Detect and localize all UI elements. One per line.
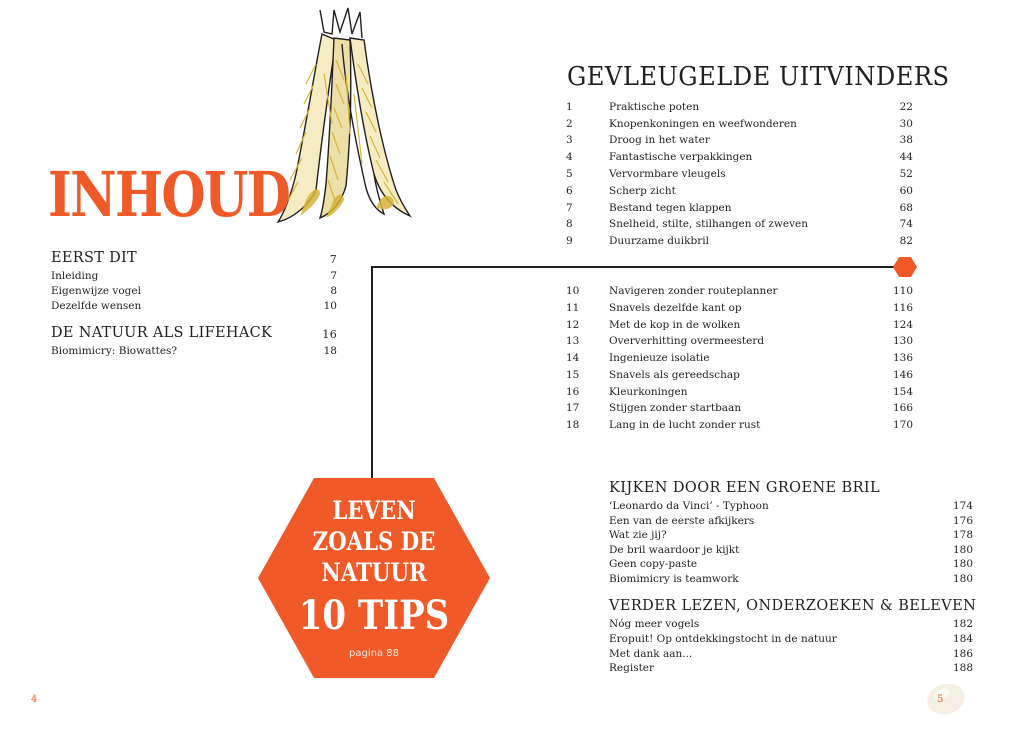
chapter-number: 4 (566, 151, 573, 163)
toc-item-page: 18 (323, 345, 337, 357)
toc-item[interactable] (609, 661, 973, 676)
section-heading-verder-lezen: VERDER LEZEN, ONDERZOEKEN & BELEVEN (609, 598, 977, 614)
toc-item-title: Register (609, 662, 655, 674)
chapter-number: 17 (566, 402, 580, 414)
chapter-title: Navigeren zonder routeplanner (609, 285, 778, 297)
chapter-page: 116 (892, 302, 913, 314)
toc-item-page: 8 (330, 285, 337, 297)
chapter-title: Scherp zicht (609, 185, 676, 197)
tips-line-1: LEVEN (332, 496, 416, 525)
chapter-number: 8 (566, 218, 573, 230)
chapter-title: Ingenieuze isolatie (609, 352, 710, 364)
chapter-row[interactable] (566, 350, 913, 367)
page-number-right: 5 (937, 694, 944, 705)
chapter-row[interactable] (566, 333, 913, 350)
page-title: INHOUD (48, 158, 290, 231)
chapter-group-heading: GEVLEUGELDE UITVINDERS (567, 62, 950, 92)
chapter-page: 170 (892, 419, 913, 431)
chapter-page: 44 (899, 151, 913, 163)
chapter-title: Snelheid, stilte, stilhangen of zweven (609, 218, 809, 230)
toc-item-title: Eigenwijze vogel (51, 285, 141, 297)
toc-item-title: Eropuit! Op ontdekkingstocht in de natuur (609, 633, 837, 645)
chapter-row[interactable] (566, 317, 913, 334)
toc-item[interactable] (51, 344, 337, 358)
toc-item-title: ‘Leonardo da Vinci’ - Typhoon (609, 500, 769, 512)
toc-item-page: 178 (952, 529, 973, 541)
page-number-left: 4 (31, 694, 38, 705)
toc-item-title: De bril waardoor je kijkt (609, 544, 740, 556)
chapter-row[interactable] (566, 233, 913, 250)
toc-item-title: Nóg meer vogels (609, 618, 700, 630)
toc-item[interactable] (51, 269, 337, 283)
toc-item-page: 7 (330, 270, 337, 282)
toc-item-page: 10 (323, 300, 337, 312)
chapter-title: Droog in het water (609, 134, 710, 146)
toc-item-page: 176 (952, 515, 973, 527)
toc-item[interactable] (609, 543, 973, 558)
toc-item-page: 180 (952, 558, 973, 570)
toc-item-page: 184 (952, 633, 973, 645)
connector-line-horizontal (371, 266, 898, 268)
toc-item-page: 182 (952, 618, 973, 630)
toc-item[interactable] (609, 572, 973, 587)
toc-item[interactable] (51, 299, 337, 313)
chapter-row[interactable] (566, 99, 913, 116)
small-hexagon-marker (893, 257, 917, 277)
section-heading-page: 16 (322, 328, 337, 341)
toc-item-title: Geen copy-paste (609, 558, 698, 570)
chapter-title: Knopenkoningen en weefwonderen (609, 118, 797, 130)
chapter-number: 10 (566, 285, 580, 297)
egg-icon (924, 678, 970, 718)
chapter-number: 5 (566, 168, 573, 180)
tips-page-note: pagina 88 (349, 648, 399, 659)
chapter-row[interactable] (566, 283, 913, 300)
toc-item[interactable] (609, 528, 973, 543)
chapter-row[interactable] (566, 367, 913, 384)
section-heading-page: 7 (329, 253, 337, 266)
section-heading-lifehack (51, 325, 337, 341)
chapter-number: 3 (566, 134, 573, 146)
chapter-row[interactable] (566, 116, 913, 133)
chapter-row[interactable] (566, 216, 913, 233)
toc-item-title: Biomimicry is teamwork (609, 573, 739, 585)
chapter-row[interactable] (566, 132, 913, 149)
toc-item-page: 186 (952, 648, 973, 660)
chapter-title: Bestand tegen klappen (609, 202, 732, 214)
section-heading-eerst-dit (51, 250, 337, 266)
tips-big-label: 10 TIPS (298, 592, 450, 639)
section-heading-groene-bril: KIJKEN DOOR EEN GROENE BRIL (609, 480, 881, 496)
chapter-page: 74 (899, 218, 913, 230)
toc-item-page: 188 (952, 662, 973, 674)
chapter-row[interactable] (566, 166, 913, 183)
toc-item[interactable] (609, 617, 973, 632)
chapter-title: Vervormbare vleugels (609, 168, 726, 180)
toc-item-title: Biomimicry: Biowattes? (51, 345, 178, 357)
tips-line-3: NATUUR (321, 558, 427, 587)
tips-line-2: ZOALS DE (312, 527, 436, 556)
connector-line-vertical (371, 266, 373, 480)
toc-item-title: Wat zie jij? (609, 529, 667, 541)
chapter-number: 9 (566, 235, 573, 247)
chapter-number: 6 (566, 185, 573, 197)
chapter-page: 136 (892, 352, 913, 364)
chapter-title: Lang in de lucht zonder rust (609, 419, 761, 431)
chapter-page: 124 (892, 319, 913, 331)
chapter-page: 52 (899, 168, 913, 180)
toc-item[interactable] (609, 499, 973, 514)
toc-item[interactable] (51, 284, 337, 298)
chapter-page: 30 (899, 118, 913, 130)
toc-item[interactable] (609, 514, 973, 529)
chapter-number: 12 (566, 319, 580, 331)
chapter-title: Stijgen zonder startbaan (609, 402, 742, 414)
chapter-number: 14 (566, 352, 580, 364)
chapter-page: 68 (899, 202, 913, 214)
chapter-page: 154 (892, 386, 913, 398)
chapter-page: 22 (899, 101, 913, 113)
toc-item-title: Inleiding (51, 270, 99, 282)
toc-item[interactable] (609, 632, 973, 647)
chapter-page: 110 (892, 285, 913, 297)
chapter-row[interactable] (566, 400, 913, 417)
toc-item-title: Een van de eerste afkijkers (609, 515, 755, 527)
toc-item[interactable] (609, 557, 973, 572)
chapter-number: 13 (566, 335, 580, 347)
toc-item-page: 180 (952, 544, 973, 556)
chapter-row[interactable] (566, 183, 913, 200)
chapter-title: Fantastische verpakkingen (609, 151, 753, 163)
chapter-row[interactable] (566, 300, 913, 317)
chapter-number: 18 (566, 419, 580, 431)
chapter-title: Snavels als gereedschap (609, 369, 740, 381)
chapter-page: 166 (892, 402, 913, 414)
toc-item-page: 180 (952, 573, 973, 585)
chapter-number: 7 (566, 202, 573, 214)
tips-heading[interactable] (275, 495, 472, 588)
section-heading-label: EERST DIT (51, 250, 138, 266)
toc-item-page: 174 (952, 500, 973, 512)
chapter-row[interactable] (566, 200, 913, 217)
chapter-row[interactable] (566, 384, 913, 401)
toc-item-title: Met dank aan... (609, 648, 693, 660)
chapter-title: Snavels dezelfde kant op (609, 302, 742, 314)
chapter-number: 2 (566, 118, 573, 130)
chapter-title: Kleurkoningen (609, 386, 688, 398)
chapter-title: Praktische poten (609, 101, 700, 113)
chapter-number: 15 (566, 369, 580, 381)
chapter-row[interactable] (566, 149, 913, 166)
chapter-title: Oververhitting overmeesterd (609, 335, 765, 347)
toc-item-title: Dezelfde wensen (51, 300, 142, 312)
chapter-page: 130 (892, 335, 913, 347)
chapter-number: 16 (566, 386, 580, 398)
chapter-title: Met de kop in de wolken (609, 319, 741, 331)
section-heading-label: DE NATUUR ALS LIFEHACK (51, 325, 273, 341)
chapter-title: Duurzame duikbril (609, 235, 709, 247)
chapter-number: 1 (566, 101, 573, 113)
chapter-row[interactable] (566, 417, 913, 434)
chapter-page: 38 (899, 134, 913, 146)
chapter-page: 60 (899, 185, 913, 197)
toc-item[interactable] (609, 647, 973, 662)
chapter-number: 11 (566, 302, 580, 314)
chapter-page: 82 (899, 235, 913, 247)
chapter-page: 146 (892, 369, 913, 381)
feather-illustration (276, 4, 412, 226)
